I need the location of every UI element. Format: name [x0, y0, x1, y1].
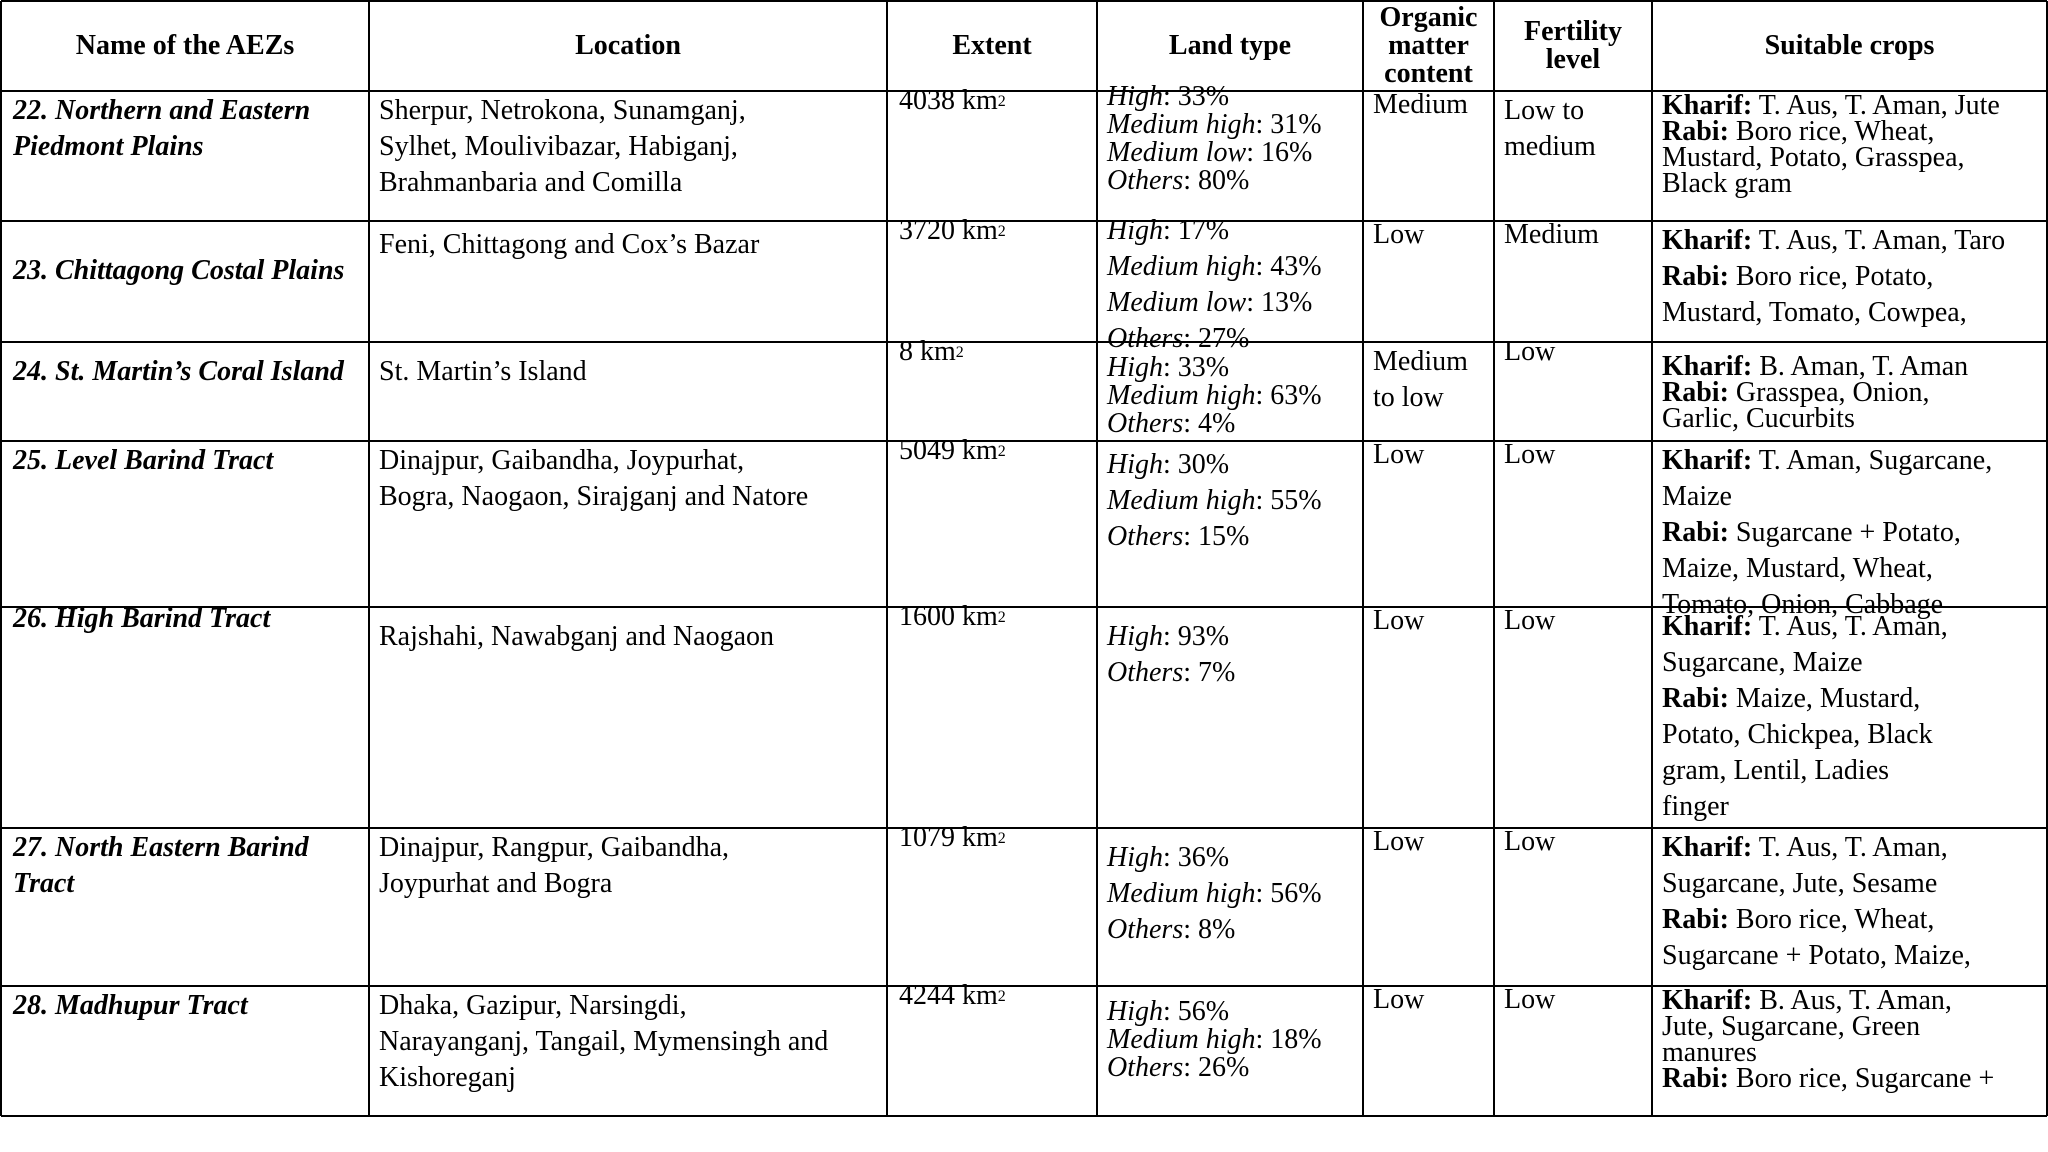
header-extent — [887, 1, 1097, 91]
kharif-line — [1662, 609, 2037, 645]
land-type-line — [1107, 840, 1353, 876]
land-type-category: High — [1107, 81, 1163, 112]
location-cell — [379, 830, 877, 902]
extent-unit: km — [962, 85, 998, 116]
location-line: Rajshahi, Nawabganj and Naogaon — [379, 621, 774, 652]
land-type-line — [1107, 285, 1353, 321]
rabi-label: Rabi: — [1662, 683, 1729, 714]
extent-unit: km — [962, 822, 998, 853]
rabi-crops-line: finger — [1662, 791, 1729, 822]
aez-name-cell — [13, 830, 361, 902]
rabi-line — [1662, 515, 2037, 551]
land-type-category: Others — [1107, 914, 1184, 945]
fertility-level-line: Low — [1504, 439, 1556, 470]
land-type-category: High — [1107, 352, 1163, 383]
extent-exponent: 2 — [997, 93, 1006, 110]
header-line: Organic — [1379, 2, 1478, 33]
land-type-percent: : 43% — [1255, 251, 1322, 282]
land-type-line — [1107, 167, 1353, 195]
extent-value: 4038 — [899, 85, 955, 116]
land-type-category: High — [1107, 621, 1163, 652]
organic-matter-cell — [1373, 217, 1484, 253]
land-type-percent: : 30% — [1163, 449, 1230, 480]
kharif-label: Kharif: — [1662, 445, 1753, 476]
land-type-percent: : 17% — [1163, 215, 1230, 246]
kharif-crops-line: Sugarcane, Jute, Sesame — [1662, 868, 1938, 899]
organic-matter-cell — [1373, 982, 1484, 1018]
organic-matter-line: Low — [1373, 826, 1425, 857]
land-type-category: Medium low — [1107, 287, 1247, 318]
land-type-percent: : 27% — [1183, 323, 1250, 354]
land-type-category: Others — [1107, 521, 1184, 552]
header-fertility — [1494, 1, 1652, 91]
kharif-crops-line: Sugarcane, Maize — [1662, 647, 1863, 678]
land-type-category: Medium high — [1107, 1024, 1256, 1055]
aez-name-line: 23. Chittagong Costal Plains — [13, 255, 345, 286]
extent-cell — [899, 433, 1089, 469]
land-type-cell — [1107, 83, 1353, 195]
land-type-line — [1107, 410, 1353, 438]
extent-unit: km — [962, 601, 998, 632]
extent-value: 5049 — [899, 435, 955, 466]
land-type-category: Medium high — [1107, 109, 1256, 140]
rabi-label: Rabi: — [1662, 116, 1729, 147]
extent-value: 1600 — [899, 601, 955, 632]
land-type-line — [1107, 213, 1353, 249]
header-line: matter — [1388, 30, 1469, 61]
fertility-level-cell — [1504, 334, 1642, 370]
extent-cell — [899, 599, 1089, 635]
rabi-line — [1662, 681, 2037, 717]
location-cell — [379, 354, 877, 390]
organic-matter-cell — [1373, 603, 1484, 639]
land-type-line — [1107, 519, 1353, 555]
extent-cell — [899, 978, 1089, 1014]
rabi-crops: Boro rice, Wheat, — [1728, 904, 1935, 935]
land-type-percent: : 26% — [1183, 1052, 1250, 1083]
extent-cell — [899, 213, 1089, 249]
land-type-category: Others — [1107, 657, 1184, 688]
extent-unit: km — [962, 435, 998, 466]
kharif-crops-line: Maize — [1662, 481, 1732, 512]
extent-exponent: 2 — [997, 609, 1006, 626]
extent-unit: km — [962, 980, 998, 1011]
kharif-crops: T. Aman, Sugarcane, — [1752, 445, 1993, 476]
rabi-line — [1662, 1063, 2037, 1094]
aez-name-line: Tract — [13, 868, 75, 899]
land-type-cell — [1107, 998, 1353, 1082]
rabi-crops-line: Garlic, Cucurbits — [1662, 403, 1855, 434]
location-line: Dinajpur, Rangpur, Gaibandha, — [379, 832, 729, 863]
land-type-cell — [1107, 619, 1353, 691]
header-land_type-text: Land type — [1168, 30, 1292, 61]
aez-name-line: 22. Northern and Eastern — [13, 95, 311, 126]
organic-matter-cell — [1373, 437, 1484, 473]
aez-name-cell — [13, 253, 361, 289]
land-type-percent: : 80% — [1183, 165, 1250, 196]
extent-value: 3720 — [899, 215, 955, 246]
kharif-label: Kharif: — [1662, 832, 1753, 863]
land-type-percent: : 31% — [1255, 109, 1322, 140]
suitable-crops-cell — [1662, 609, 2037, 825]
extent-exponent: 2 — [955, 344, 964, 361]
location-cell — [379, 988, 877, 1096]
extent-exponent: 2 — [997, 223, 1006, 240]
land-type-percent: : 18% — [1255, 1024, 1322, 1055]
suitable-crops-cell — [1662, 830, 2037, 974]
land-type-percent: : 63% — [1255, 380, 1322, 411]
organic-matter-line: to low — [1373, 382, 1444, 413]
land-type-line — [1107, 619, 1353, 655]
land-type-percent: : 16% — [1246, 137, 1313, 168]
location-line: Kishoreganj — [379, 1062, 516, 1093]
rabi-crops-line: Mustard, Potato, Grasspea, — [1662, 142, 1965, 173]
land-type-percent: : 13% — [1246, 287, 1313, 318]
rabi-label: Rabi: — [1662, 904, 1729, 935]
land-type-percent: : 7% — [1183, 657, 1236, 688]
land-type-cell — [1107, 840, 1353, 948]
land-type-line — [1107, 111, 1353, 139]
aez-name-line: 27. North Eastern Barind — [13, 832, 309, 863]
land-type-category: Others — [1107, 323, 1184, 354]
land-type-line — [1107, 83, 1353, 111]
land-type-percent: : 33% — [1163, 81, 1230, 112]
kharif-line — [1662, 443, 2037, 479]
land-type-percent: : 4% — [1183, 408, 1236, 439]
land-type-percent: : 8% — [1183, 914, 1236, 945]
header-location-text: Location — [575, 30, 681, 61]
header-line: Fertility — [1524, 16, 1622, 47]
fertility-level-cell — [1504, 217, 1642, 253]
rabi-crops: Sugarcane + Potato, — [1728, 517, 1961, 548]
aez-name-line: 26. High Barind Tract — [13, 603, 271, 634]
suitable-crops-cell — [1662, 351, 2037, 434]
land-type-line — [1107, 483, 1353, 519]
land-type-category: Medium low — [1107, 137, 1247, 168]
aez-name-line: Piedmont Plains — [13, 131, 204, 162]
rabi-crops: Boro rice, Sugarcane + — [1728, 1063, 1995, 1094]
location-line: Brahmanbaria and Comilla — [379, 167, 683, 198]
kharif-label: Kharif: — [1662, 90, 1753, 121]
kharif-crops: B. Aman, T. Aman — [1752, 351, 1969, 382]
extent-cell — [899, 820, 1089, 856]
fertility-level-cell — [1504, 982, 1642, 1018]
aez-name-line: 25. Level Barind Tract — [13, 445, 274, 476]
organic-matter-line: Medium — [1373, 346, 1468, 377]
header-name-text: Name of the AEZs — [75, 30, 295, 61]
fertility-level-line: Low — [1504, 336, 1556, 367]
kharif-crops: B. Aus, T. Aman, — [1752, 985, 1952, 1016]
land-type-line — [1107, 382, 1353, 410]
location-cell — [379, 619, 877, 655]
land-type-percent: : 93% — [1163, 621, 1230, 652]
kharif-label: Kharif: — [1662, 611, 1753, 642]
header-extent-text: Extent — [952, 30, 1032, 61]
extent-value: 8 — [899, 336, 913, 367]
organic-matter-line: Low — [1373, 439, 1425, 470]
extent-exponent: 2 — [997, 988, 1006, 1005]
location-cell — [379, 93, 877, 201]
land-type-line — [1107, 876, 1353, 912]
fertility-level-line: Medium — [1504, 219, 1599, 250]
header-crops — [1652, 1, 2047, 91]
land-type-category: High — [1107, 996, 1163, 1027]
land-type-line — [1107, 912, 1353, 948]
rabi-label: Rabi: — [1662, 1063, 1729, 1094]
location-line: Sherpur, Netrokona, Sunamganj, — [379, 95, 746, 126]
kharif-crops: T. Aus, T. Aman, Taro — [1752, 225, 2006, 256]
organic-matter-cell — [1373, 824, 1484, 860]
land-type-category: Others — [1107, 1052, 1184, 1083]
kharif-crops: T. Aus, T. Aman, — [1752, 611, 1948, 642]
organic-matter-line: Medium — [1373, 89, 1468, 120]
land-type-line — [1107, 354, 1353, 382]
land-type-cell — [1107, 447, 1353, 555]
rabi-label: Rabi: — [1662, 261, 1729, 292]
land-type-line — [1107, 139, 1353, 167]
rabi-label: Rabi: — [1662, 377, 1729, 408]
land-type-line — [1107, 447, 1353, 483]
rabi-crops-line: Maize, Mustard, Wheat, — [1662, 553, 1933, 584]
header-line: content — [1384, 58, 1473, 89]
organic-matter-line: Low — [1373, 219, 1425, 250]
kharif-crops-line: manures — [1662, 1037, 1757, 1068]
header-organic-text — [1380, 4, 1478, 88]
kharif-crops: T. Aus, T. Aman, — [1752, 832, 1948, 863]
aez-name-cell — [13, 93, 361, 165]
kharif-line — [1662, 830, 2037, 866]
fertility-level-line: medium — [1504, 131, 1596, 162]
organic-matter-line: Low — [1373, 984, 1425, 1015]
land-type-category: High — [1107, 215, 1163, 246]
aez-name-cell — [13, 443, 361, 479]
kharif-label: Kharif: — [1662, 351, 1753, 382]
land-type-line — [1107, 249, 1353, 285]
header-fertility-text — [1524, 18, 1622, 74]
land-type-cell — [1107, 213, 1353, 357]
land-type-percent: : 36% — [1163, 842, 1230, 873]
extent-exponent: 2 — [997, 830, 1006, 847]
header-line: level — [1545, 44, 1601, 75]
rabi-crops: Maize, Mustard, — [1728, 683, 1921, 714]
location-cell — [379, 443, 877, 515]
location-line: Feni, Chittagong and Cox’s Bazar — [379, 229, 760, 260]
land-type-category: High — [1107, 842, 1163, 873]
location-line: Dinajpur, Gaibandha, Joypurhat, — [379, 445, 745, 476]
land-type-category: Medium high — [1107, 878, 1256, 909]
kharif-crops: T. Aus, T. Aman, Jute — [1752, 90, 2000, 121]
organic-matter-cell — [1373, 87, 1484, 123]
rabi-crops-line: gram, Lentil, Ladies — [1662, 755, 1890, 786]
extent-exponent: 2 — [997, 443, 1006, 460]
location-line: St. Martin’s Island — [379, 356, 587, 387]
land-type-cell — [1107, 354, 1353, 438]
header-crops-text: Suitable crops — [1764, 30, 1935, 61]
extent-cell — [899, 83, 1089, 119]
land-type-percent: : 33% — [1163, 352, 1230, 383]
header-land-type — [1097, 1, 1363, 91]
fertility-level-line: Low — [1504, 826, 1556, 857]
rabi-crops-line: Sugarcane + Potato, Maize, — [1662, 940, 1971, 971]
extent-value: 4244 — [899, 980, 955, 1011]
location-line: Dhaka, Gazipur, Narsingdi, — [379, 990, 687, 1021]
extent-cell — [899, 334, 1089, 370]
location-line: Narayanganj, Tangail, Mymensingh and — [379, 1026, 829, 1057]
land-type-line — [1107, 1054, 1353, 1082]
fertility-level-cell — [1504, 824, 1642, 860]
header-name — [1, 1, 369, 91]
header-location — [369, 1, 887, 91]
rabi-line — [1662, 902, 2037, 938]
aez-name-cell — [13, 354, 361, 390]
land-type-category: Medium high — [1107, 251, 1256, 282]
suitable-crops-cell — [1662, 443, 2037, 623]
rabi-crops-line: Mustard, Tomato, Cowpea, — [1662, 297, 1967, 328]
aez-name-cell — [13, 601, 361, 637]
suitable-crops-cell — [1662, 223, 2037, 331]
fertility-level-cell — [1504, 93, 1642, 165]
fertility-level-cell — [1504, 437, 1642, 473]
fertility-level-line: Low to — [1504, 95, 1585, 126]
rabi-crops-line: Potato, Chickpea, Black — [1662, 719, 1933, 750]
land-type-percent: : 56% — [1163, 996, 1230, 1027]
land-type-category: Others — [1107, 408, 1184, 439]
location-line: Joypurhat and Bogra — [379, 868, 613, 899]
kharif-line — [1662, 223, 2037, 259]
extent-unit: km — [962, 215, 998, 246]
land-type-percent: : 55% — [1255, 485, 1322, 516]
land-type-category: Medium high — [1107, 380, 1256, 411]
extent-unit: km — [920, 336, 956, 367]
land-type-line — [1107, 1026, 1353, 1054]
organic-matter-line: Low — [1373, 605, 1425, 636]
rabi-crops: Grasspea, Onion, — [1728, 377, 1930, 408]
extent-value: 1079 — [899, 822, 955, 853]
rabi-label: Rabi: — [1662, 517, 1729, 548]
aez-name-line: 24. St. Martin’s Coral Island — [13, 356, 344, 387]
rabi-crops-line: Black gram — [1662, 168, 1792, 199]
suitable-crops-cell — [1662, 90, 2037, 199]
rabi-crops: Boro rice, Wheat, — [1728, 116, 1935, 147]
organic-matter-cell — [1373, 344, 1484, 416]
fertility-level-line: Low — [1504, 605, 1556, 636]
rabi-crops: Boro rice, Potato, — [1728, 261, 1934, 292]
rabi-crops-line: Tomato, Onion, Cabbage — [1662, 589, 1944, 620]
location-line: Sylhet, Moulivibazar, Habiganj, — [379, 131, 738, 162]
kharif-label: Kharif: — [1662, 225, 1753, 256]
aez-name-cell — [13, 988, 361, 1024]
suitable-crops-cell — [1662, 985, 2037, 1094]
land-type-percent: : 15% — [1183, 521, 1250, 552]
land-type-line — [1107, 998, 1353, 1026]
land-type-category: High — [1107, 449, 1163, 480]
fertility-level-line: Low — [1504, 984, 1556, 1015]
rabi-line — [1662, 259, 2037, 295]
header-organic — [1363, 1, 1494, 91]
aez-name-line: 28. Madhupur Tract — [13, 990, 248, 1021]
land-type-category: Medium high — [1107, 485, 1256, 516]
land-type-line — [1107, 655, 1353, 691]
kharif-label: Kharif: — [1662, 985, 1753, 1016]
kharif-crops-line: Jute, Sugarcane, Green — [1662, 1011, 1921, 1042]
location-line: Bogra, Naogaon, Sirajganj and Natore — [379, 481, 809, 512]
location-cell — [379, 227, 877, 263]
land-type-percent: : 56% — [1255, 878, 1322, 909]
fertility-level-cell — [1504, 603, 1642, 639]
land-type-category: Others — [1107, 165, 1184, 196]
